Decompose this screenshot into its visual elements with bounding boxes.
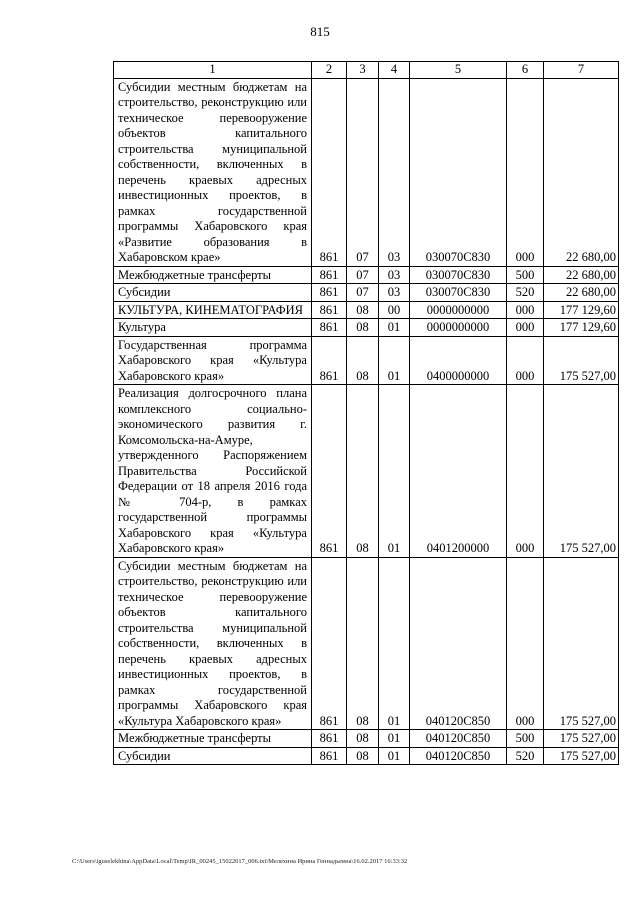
code-ministry-cell: 861 <box>312 385 347 558</box>
amount-cell: 175 527,00 <box>544 730 619 748</box>
table-row <box>114 319 619 337</box>
header-cell-6: 6 <box>507 62 544 79</box>
subsection-cell: 03 <box>379 78 410 266</box>
amount-cell: 177 129,60 <box>544 301 619 319</box>
code-ministry-cell: 861 <box>312 336 347 385</box>
amount-cell: 22 680,00 <box>544 284 619 302</box>
code-ministry-cell: 861 <box>312 557 347 730</box>
section-cell: 08 <box>347 336 379 385</box>
expense-type-cell: 000 <box>507 336 544 385</box>
amount-cell: 22 680,00 <box>544 266 619 284</box>
expense-type-cell: 500 <box>507 266 544 284</box>
table-row <box>114 78 619 266</box>
target-article-cell: 040120C850 <box>410 747 507 765</box>
page-number: 815 <box>310 24 330 39</box>
table-row <box>114 557 619 730</box>
row-name-cell: Межбюджетные трансферты <box>114 730 312 748</box>
row-name-cell: Межбюджетные трансферты <box>114 266 312 284</box>
header-cell-4: 4 <box>379 62 410 79</box>
row-name-cell: Субсидии <box>114 284 312 302</box>
subsection-cell: 01 <box>379 730 410 748</box>
header-cell-1: 1 <box>114 62 312 79</box>
code-ministry-cell: 861 <box>312 730 347 748</box>
table-row <box>114 336 619 385</box>
expense-type-cell: 520 <box>507 284 544 302</box>
target-article-cell: 030070C830 <box>410 266 507 284</box>
expense-type-cell: 000 <box>507 301 544 319</box>
code-ministry-cell: 861 <box>312 747 347 765</box>
table-row <box>114 266 619 284</box>
section-cell: 07 <box>347 266 379 284</box>
subsection-cell: 01 <box>379 385 410 558</box>
row-name-cell: Субсидии местным бюджетам на строительство, реконструкцию или техническое перевооружение объектов капитального строительства муниципальной собственности, включенных в перечень краевых адресных инвестиционных проектов, в рамках государственной программы Хабаровского края «Культура Хабаровского края» <box>114 557 312 730</box>
section-cell: 08 <box>347 319 379 337</box>
table-row <box>114 747 619 765</box>
budget-table <box>113 61 619 765</box>
code-ministry-cell: 861 <box>312 78 347 266</box>
expense-type-cell: 000 <box>507 385 544 558</box>
table-row <box>114 301 619 319</box>
header-cell-2: 2 <box>312 62 347 79</box>
expense-type-cell: 520 <box>507 747 544 765</box>
row-name-cell: Субсидии <box>114 747 312 765</box>
row-name-cell: КУЛЬТУРА, КИНЕМАТОГРАФИЯ <box>114 301 312 319</box>
code-ministry-cell: 861 <box>312 284 347 302</box>
target-article-cell: 0000000000 <box>410 319 507 337</box>
code-ministry-cell: 861 <box>312 266 347 284</box>
header-cell-3: 3 <box>347 62 379 79</box>
row-name-cell: Реализация долгосрочного плана комплексного социально-экономического развития г. Комсомольска-на-Амуре, утвержденного Распоряжением Правительства Российской Федерации от 18 апреля 2016 года № 704-р, в рамках государственной программы Хабаровского края «Культура Хабаровского края» <box>114 385 312 558</box>
target-article-cell: 0400000000 <box>410 336 507 385</box>
subsection-cell: 01 <box>379 319 410 337</box>
amount-cell: 175 527,00 <box>544 385 619 558</box>
table-row <box>114 284 619 302</box>
target-article-cell: 040120C850 <box>410 730 507 748</box>
amount-cell: 177 129,60 <box>544 319 619 337</box>
amount-cell: 175 527,00 <box>544 336 619 385</box>
code-ministry-cell: 861 <box>312 301 347 319</box>
target-article-cell: 040120C850 <box>410 557 507 730</box>
amount-cell: 22 680,00 <box>544 78 619 266</box>
target-article-cell: 030070C830 <box>410 78 507 266</box>
footer-path: C:\Users\iguselekhina\AppData\Local\Temp\IR_00245_15022017_006.txt\Мелехина Ирина Геннадьевна\16.02.2017 16:33:32 <box>72 858 408 865</box>
section-cell: 08 <box>347 385 379 558</box>
target-article-cell: 0000000000 <box>410 301 507 319</box>
header-cell-5: 5 <box>410 62 507 79</box>
section-cell: 08 <box>347 747 379 765</box>
row-name-cell: Государственная программа Хабаровского края «Культура Хабаровского края» <box>114 336 312 385</box>
section-cell: 08 <box>347 730 379 748</box>
row-name-cell: Субсидии местным бюджетам на строительство, реконструкцию или техническое перевооружение объектов капитального строительства муниципальной собственности, включенных в перечень краевых адресных инвестиционных проектов, в рамках государственной программы Хабаровского края «Развитие образования в Хабаровском крае» <box>114 78 312 266</box>
expense-type-cell: 500 <box>507 730 544 748</box>
table-row <box>114 385 619 558</box>
subsection-cell: 00 <box>379 301 410 319</box>
header-cell-7: 7 <box>544 62 619 79</box>
subsection-cell: 01 <box>379 747 410 765</box>
header-row <box>114 62 619 79</box>
section-cell: 07 <box>347 78 379 266</box>
table-row <box>114 730 619 748</box>
subsection-cell: 03 <box>379 284 410 302</box>
target-article-cell: 0401200000 <box>410 385 507 558</box>
section-cell: 08 <box>347 301 379 319</box>
subsection-cell: 01 <box>379 557 410 730</box>
code-ministry-cell: 861 <box>312 319 347 337</box>
expense-type-cell: 000 <box>507 78 544 266</box>
amount-cell: 175 527,00 <box>544 557 619 730</box>
row-name-cell: Культура <box>114 319 312 337</box>
amount-cell: 175 527,00 <box>544 747 619 765</box>
section-cell: 07 <box>347 284 379 302</box>
section-cell: 08 <box>347 557 379 730</box>
expense-type-cell: 000 <box>507 557 544 730</box>
subsection-cell: 03 <box>379 266 410 284</box>
subsection-cell: 01 <box>379 336 410 385</box>
target-article-cell: 030070C830 <box>410 284 507 302</box>
expense-type-cell: 000 <box>507 319 544 337</box>
